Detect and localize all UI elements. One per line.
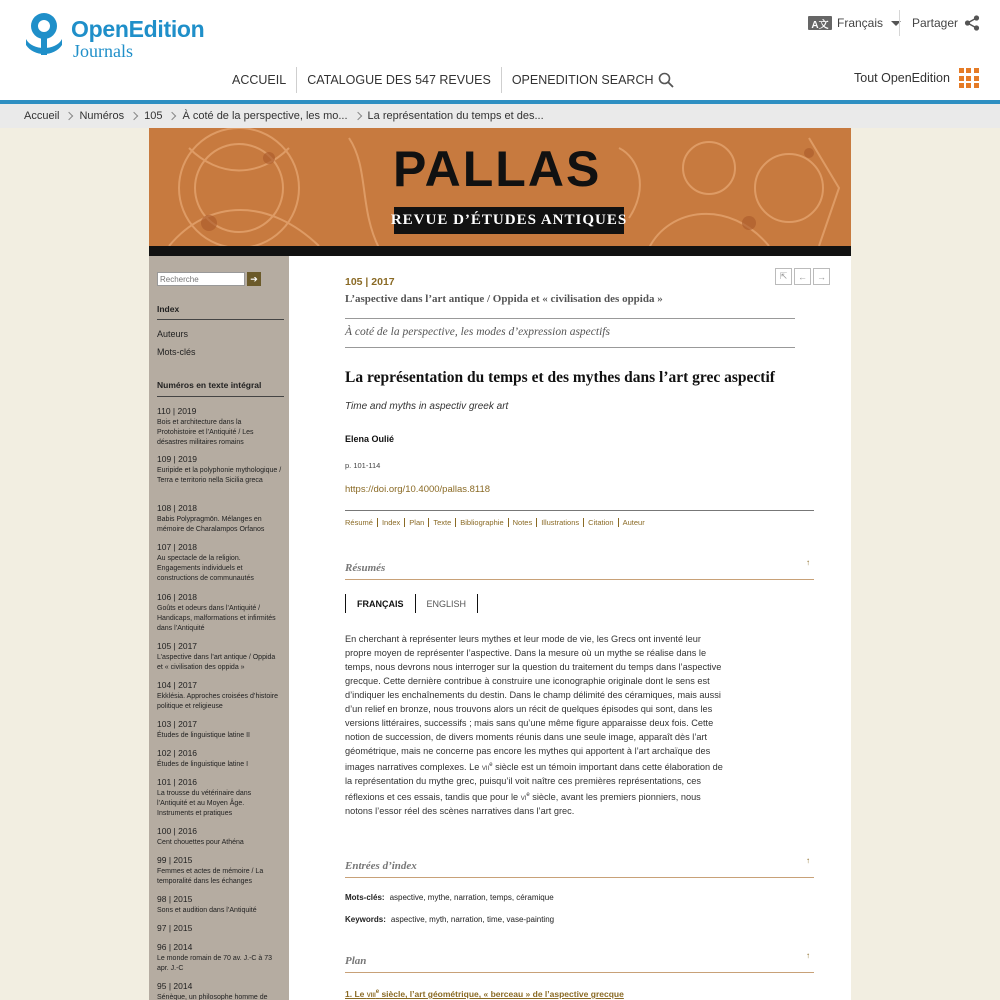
chevron-right-icon — [353, 112, 361, 120]
issue-number: 101 | 2016 — [157, 777, 198, 787]
apps-grid-icon — [959, 68, 979, 88]
index-section-header — [345, 858, 814, 878]
issue-title: Femmes et actes de mémoire / La temporalité dans les échanges — [157, 868, 264, 885]
issue-number: 104 | 2017 — [157, 680, 198, 690]
tab-francais[interactable]: FRANÇAIS — [345, 594, 415, 613]
issue-title: Cent chouettes pour Athéna — [157, 839, 244, 846]
issue-number: 96 | 2014 — [157, 942, 193, 952]
logo-text-openedition: OpenEdition — [71, 16, 205, 42]
issue-number: 99 | 2015 — [157, 855, 193, 865]
chevron-right-icon — [65, 112, 73, 120]
issue-title: L’aspective dans l’art antique / Oppida et « civilisation des oppida » — [345, 293, 663, 305]
sidebar-divider — [157, 319, 284, 320]
issue-number: 103 | 2017 — [157, 719, 198, 729]
back-to-top-icon[interactable]: ↑ — [806, 558, 810, 567]
toc-link-bibliographie[interactable]: Bibliographie — [455, 518, 507, 527]
sidebar-issue-item[interactable] — [157, 923, 282, 935]
page-range: p. 101-114 — [345, 461, 381, 470]
previous-arrow-icon[interactable]: ← — [794, 268, 811, 285]
language-selector[interactable] — [808, 12, 901, 34]
share-button[interactable] — [912, 12, 980, 34]
article-navigation — [775, 268, 830, 285]
issue-title: Sons et audition dans l’Antiquité — [157, 907, 257, 914]
sidebar-issue-item[interactable] — [157, 981, 282, 1000]
issue-number: 95 | 2014 — [157, 981, 193, 991]
issue-title: La trousse du vétérinaire dans l’Antiquité et au Moyen Âge. Instruments et pratiques — [157, 790, 252, 817]
nav-openedition-search[interactable] — [502, 67, 684, 93]
issue-title: Ekklésia. Approches croisées d’histoire politique et religieuse — [157, 693, 279, 710]
share-icon — [964, 15, 980, 31]
sidebar-search-button[interactable]: ➔ — [247, 272, 261, 286]
nav-accueil[interactable]: ACCUEIL — [232, 72, 287, 87]
breadcrumb-numeros[interactable]: Numéros — [79, 110, 125, 122]
breadcrumb-accueil[interactable]: Accueil — [24, 110, 60, 122]
banner-subtitle: REVUE D’ÉTUDES ANTIQUES — [394, 207, 624, 234]
sidebar-link-mots-cles[interactable]: Mots-clés — [157, 347, 196, 357]
issue-number: 100 | 2016 — [157, 826, 198, 836]
motscles-row — [345, 893, 554, 902]
translate-icon: A文 — [808, 16, 832, 30]
back-to-top-icon[interactable]: ↑ — [806, 951, 810, 960]
article-subtitle: Time and myths in aspectiv greek art — [345, 401, 509, 412]
article-toc — [345, 518, 649, 527]
sidebar-issue-item[interactable] — [157, 777, 282, 819]
abstract-language-tabs — [345, 594, 478, 613]
breadcrumb-section[interactable]: À coté de la perspective, les mo... — [182, 110, 348, 122]
main-navigation — [222, 66, 684, 93]
breadcrumb-current: La représentation du temps et des... — [367, 110, 544, 122]
toc-link-texte[interactable]: Texte — [428, 518, 455, 527]
journal-banner[interactable] — [149, 128, 851, 256]
sidebar-issue-item[interactable] — [157, 748, 282, 770]
issue-link[interactable]: 105 | 2017 — [345, 276, 395, 288]
toc-link-citation[interactable]: Citation — [583, 518, 617, 527]
plan-item[interactable]: 1. Le viii$^e$ siècle, l’art géométrique, « berceau » de l’aspective grecque — [345, 989, 624, 999]
sidebar-issue-item[interactable] — [157, 826, 282, 848]
tout-openedition-menu[interactable] — [854, 68, 979, 88]
sidebar-issues-heading: Numéros en texte intégral — [157, 380, 262, 390]
keywords-values[interactable]: aspective, myth, narration, time, vase-painting — [390, 915, 555, 924]
sidebar-issue-item[interactable] — [157, 680, 282, 712]
sidebar-search-input[interactable] — [157, 272, 245, 286]
section-title: À coté de la perspective, les modes d’expression aspectifs — [345, 326, 610, 338]
article-title: La représentation du temps et des mythes dans l’art grec aspectif — [345, 369, 775, 386]
sidebar-issue-item[interactable] — [157, 719, 282, 741]
issue-title: Euripide et la polyphonie mythologique / Terra e territorio nella Sicilia greca — [157, 467, 282, 484]
keywords-row — [345, 915, 554, 924]
left-sidebar — [149, 256, 289, 1000]
toc-link-notes[interactable]: Notes — [508, 518, 537, 527]
issue-title: Études de linguistique latine I — [157, 761, 249, 768]
resumes-section-header — [345, 560, 814, 580]
toc-link-index[interactable]: Index — [377, 518, 404, 527]
divider — [345, 347, 795, 348]
banner-title: PALLAS — [393, 141, 602, 197]
next-arrow-icon[interactable]: → — [813, 268, 830, 285]
nav-catalogue[interactable]: CATALOGUE DES 547 REVUES — [307, 72, 491, 87]
sidebar-issue-item[interactable] — [157, 942, 282, 974]
sidebar-link-auteurs[interactable]: Auteurs — [157, 329, 189, 339]
issue-number: 106 | 2018 — [157, 592, 198, 602]
toc-link-auteur[interactable]: Auteur — [618, 518, 649, 527]
up-level-icon[interactable]: ⇱ — [775, 268, 792, 285]
motscles-label: Mots-clés: — [345, 893, 385, 902]
author-link[interactable]: Elena Oulié — [345, 434, 395, 444]
issue-title: Bois et architecture dans la Protohistoire et l’Antiquité / Les désastres militaires romains — [157, 419, 254, 446]
header-divider — [899, 10, 900, 36]
issue-number: 102 | 2016 — [157, 748, 198, 758]
issue-number: 107 | 2018 — [157, 542, 198, 552]
back-to-top-icon[interactable]: ↑ — [806, 856, 810, 865]
issue-number: 97 | 2015 — [157, 923, 193, 933]
sidebar-issue-item[interactable] — [157, 592, 282, 634]
site-header — [0, 0, 1000, 100]
openedition-logo[interactable] — [24, 10, 224, 60]
sidebar-issue-item[interactable] — [157, 542, 282, 584]
sidebar-issue-item[interactable] — [157, 894, 282, 916]
issue-title: Au spectacle de la religion. Engagements individuels et constructions de communautés — [157, 555, 254, 582]
breadcrumb — [0, 104, 1000, 128]
divider — [345, 510, 814, 511]
logo-text-journals: Journals — [73, 41, 133, 61]
article-content — [289, 256, 851, 1000]
language-label: Français — [837, 16, 884, 30]
sidebar-issue-item[interactable] — [157, 641, 282, 673]
chevron-right-icon — [168, 112, 176, 120]
plan-heading: Plan — [345, 955, 367, 967]
search-icon — [658, 72, 674, 88]
resumes-heading: Résumés — [345, 562, 386, 574]
openedition-logo-icon — [24, 11, 64, 57]
banner-bottom-bar — [149, 246, 851, 256]
issue-number: 98 | 2015 — [157, 894, 193, 904]
sidebar-divider — [157, 396, 284, 397]
tab-english[interactable]: ENGLISH — [415, 594, 479, 613]
issue-title: Études de linguistique latine II — [157, 732, 251, 739]
toc-link-plan[interactable]: Plan — [404, 518, 428, 527]
breadcrumb-issue[interactable]: 105 — [144, 110, 163, 122]
issue-title: Le monde romain de 70 av. J.-C à 73 apr. J.-C — [157, 955, 273, 972]
sidebar-index-heading: Index — [157, 304, 180, 314]
issue-number: 105 | 2017 — [157, 641, 198, 651]
divider — [345, 318, 795, 319]
sidebar-issue-item[interactable] — [157, 454, 282, 486]
issue-number: 108 | 2018 — [157, 503, 198, 513]
issue-title: Goûts et odeurs dans l’Antiquité / Handicaps, malformations et infirmités dans l’Antiquité — [157, 605, 276, 632]
sidebar-issue-item[interactable] — [157, 855, 282, 887]
toc-link-resume[interactable]: Résumé — [345, 518, 373, 527]
doi-link[interactable]: https://doi.org/10.4000/pallas.8118 — [345, 484, 491, 495]
share-label: Partager — [912, 16, 959, 30]
index-heading: Entrées d’index — [345, 860, 417, 872]
abstract-text: En cherchant à représenter leurs mythes et leur mode de vie, les Grecs ont inventé leur propre moyen de représenter l’aspective. Dans la mesure où un mythe se réalise dans le temps, nous devrons nous interroger sur la question du traitement du temps dans l’aspective grecque. Cette dernière contribue à construire une iconographie originale dont le sens est d’indiquer les enchaînements du destin. Dans le champ délimité des céramiques, mais aussi d’un relief en bronze, nous trouvons alors un récit de quelques épisodes qui sont, dans les versions littéraires, successifs ; mais sans qu’une même figure apparaisse deux fois. Cette notion de succession, de divers moments réunis dans une seule image, apparaît dès l’art géométrique, mais ne concerne pas encore les mythes qui apportent à l’art archaïque des images narratives complexes. Le vii$^e$ siècle est un témoin important dans cette élaboration de la représentation du mythe grec, puisqu’il voit naître ces premières représentations, ces réflexions et ces essais, tandis que pour le $vi^e$ siècle, avant les premiers pionniers, nous notons l’essor réel des scènes narratives dans l’art grec. — [345, 634, 723, 817]
chevron-right-icon — [130, 112, 138, 120]
tout-openedition-label: Tout OpenEdition — [854, 71, 950, 85]
keywords-label: Keywords: — [345, 915, 386, 924]
motscles-values[interactable]: aspective, mythe, narration, temps, céramique — [389, 893, 554, 902]
plan-section-header — [345, 953, 814, 973]
issue-number: 109 | 2019 — [157, 454, 198, 464]
toc-link-illustrations[interactable]: Illustrations — [536, 518, 583, 527]
issue-title: Babis Polypragmōn. Mélanges en mémoire de Charalampos Orfanos — [157, 516, 265, 533]
issue-title: L’aspective dans l’art antique / Oppida et « civilisation des oppida » — [157, 654, 276, 671]
issue-number: 110 | 2019 — [157, 406, 197, 416]
sidebar-issue-item[interactable] — [157, 503, 282, 535]
issue-title: Sénèque, un philosophe homme de — [157, 994, 268, 1000]
sidebar-issue-item[interactable] — [157, 406, 282, 448]
nav-search-label: OPENEDITION SEARCH — [511, 72, 654, 87]
